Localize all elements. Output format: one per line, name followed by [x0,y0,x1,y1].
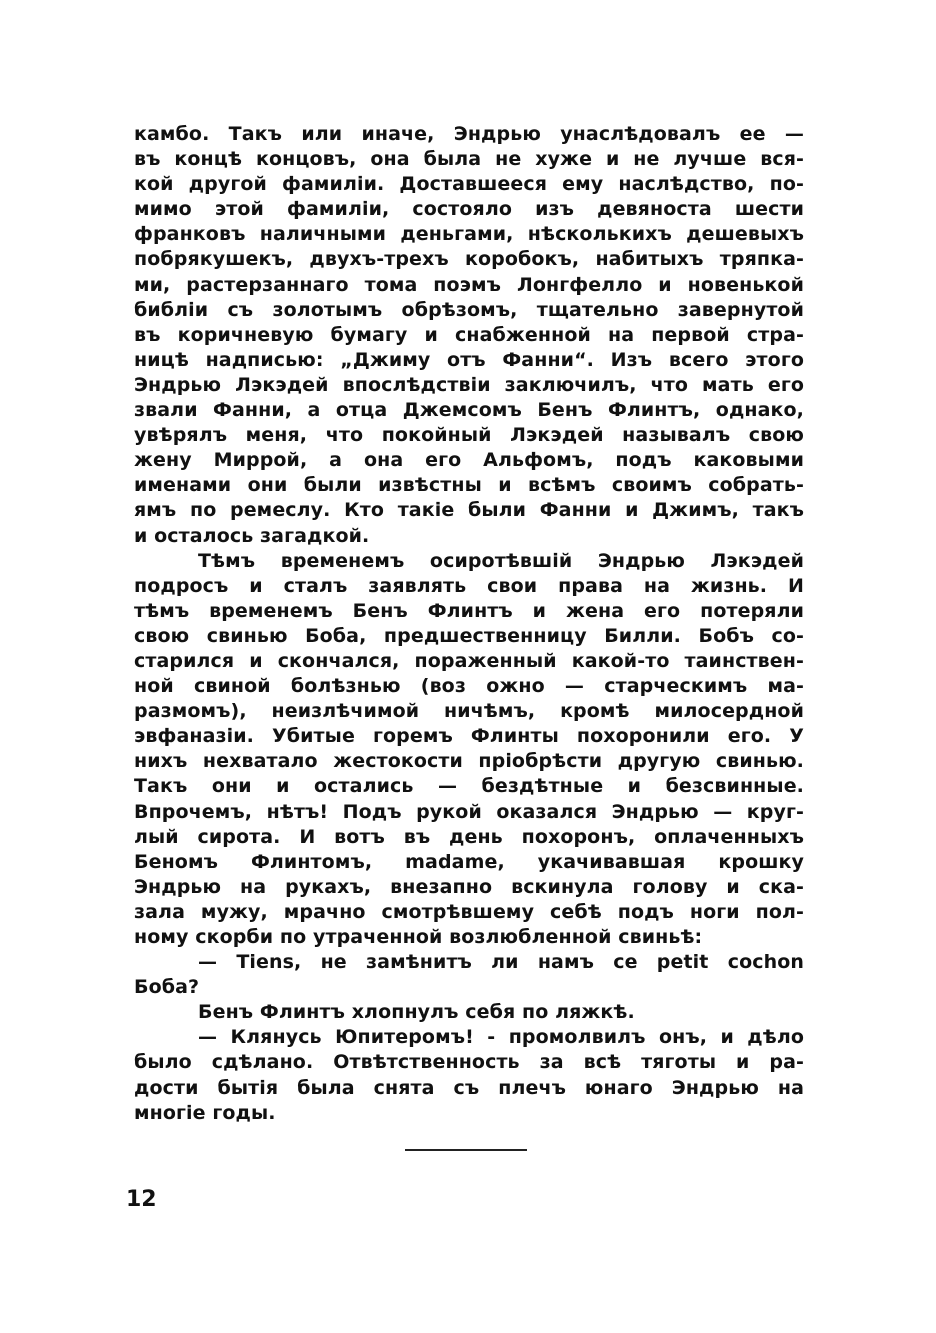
text-line: размомъ), неизлѣчимой ничѣмъ, кромѣ милосердной [134,700,804,723]
page-number: 12 [126,1187,157,1212]
paragraph [134,1025,804,1125]
text-line: ной свиной болѣзнью (воз ожно — старческимъ ма- [134,675,804,698]
text-line: побрякушекъ, двухъ-трехъ коробокъ, набитыхъ тряпка- [134,248,804,271]
section-divider [405,1149,527,1151]
text-line: въ коричневую бумагу и снабженной на первой стра- [134,323,804,346]
text-line: зала мужу, мрачно смотрѣвшему себѣ подъ ноги пол- [134,900,804,923]
text-line: мимо этой фамиліи, состояло изъ девяноста шести [134,198,804,221]
text-line: Беномъ Флинтомъ, madame, укачивавшая крошку [134,850,804,873]
text-line: — Tiens, не замѣнитъ ли намъ ce petit cochon [198,951,804,974]
text-line: жену Миррой, а она его Альфомъ, подъ каковыми [134,449,804,472]
text-line: именами они были извѣстны и всѣмъ своимъ собрать- [134,474,804,497]
text-line: Такъ они и остались — бездѣтные и безсвинные. [134,775,804,798]
text-line: Тѣмъ временемъ осиротѣвшій Эндрью Лэкэдей [198,549,804,572]
text-line: Впрочемъ, нѣтъ! Подъ рукой оказался Эндрью — круг- [134,800,804,823]
text-line: эвфаназіи. Убитые горемъ Флинты похоронили его. У [134,725,804,748]
text-line: подросъ и сталъ заявлять свои права на жизнь. И [134,574,804,597]
text-line: лый сирота. И вотъ въ день похоронъ, оплаченныхъ [134,825,804,848]
text-line: ми, растерзаннаго тома поэмъ Лонгфелло и новенькой [134,273,804,296]
text-line: тѣмъ временемъ Бенъ Флинтъ и жена его потеряли [134,599,804,622]
text-line: Эндрью Лэкэдей впослѣдствіи заключилъ, что мать его [134,373,804,396]
text-line: звали Фанни, а отца Джемсомъ Бенъ Флинтъ, однако, [134,399,804,422]
paragraph [134,950,804,1000]
text-line: библіи съ золотымъ обрѣзомъ, тщательно завернутой [134,298,804,321]
text-line: Боба? [134,976,200,999]
text-line: старился и скончался, пораженный какой-то таинствен- [134,649,804,672]
text-line: Бенъ Флинтъ хлопнулъ себя по ляжкѣ. [198,1001,635,1024]
text-line: франковъ наличными деньгами, нѣсколькихъ дешевыхъ [134,223,804,246]
paragraph [134,122,804,549]
text-line: было сдѣлано. Отвѣтственность за всѣ тяготы и ра- [134,1051,804,1074]
paragraph [134,1000,804,1025]
body-text [134,122,804,1126]
text-line: въ концѣ концовъ, она была не хуже и не лучше вся- [134,148,804,171]
text-line: многіе годы. [134,1101,276,1124]
text-line: дости бытія была снята съ плечъ юнаго Эндрью на [134,1076,804,1099]
text-line: и осталось загадкой. [134,524,370,547]
text-line: — Клянусь Юпитеромъ! - промолвилъ онъ, и дѣло [198,1026,804,1049]
text-line: Эндрью на рукахъ, внезапно вскинула голову и ска- [134,875,804,898]
text-line: нихъ нехватало жестокости пріобрѣсти другую свинью. [134,750,804,773]
text-line: увѣрялъ меня, что покойный Лэкэдей называлъ свою [134,424,804,447]
text-line: ницѣ надписью: „Джиму отъ Фанни“. Изъ всего этого [134,348,804,371]
text-line: кой другой фамиліи. Доставшееся ему наслѣдство, по- [134,173,804,196]
text-line: ному скорби по утраченной возлюбленной свиньѣ: [134,926,703,948]
text-line: свою свинью Боба, предшественницу Билли. Бобъ со- [134,624,804,647]
paragraph [134,549,804,951]
text-line: ямъ по ремеслу. Кто такіе были Фанни и Джимъ, такъ [134,499,804,522]
text-line: камбо. Такъ или иначе, Эндрью унаслѣдовалъ ее — [134,123,804,145]
